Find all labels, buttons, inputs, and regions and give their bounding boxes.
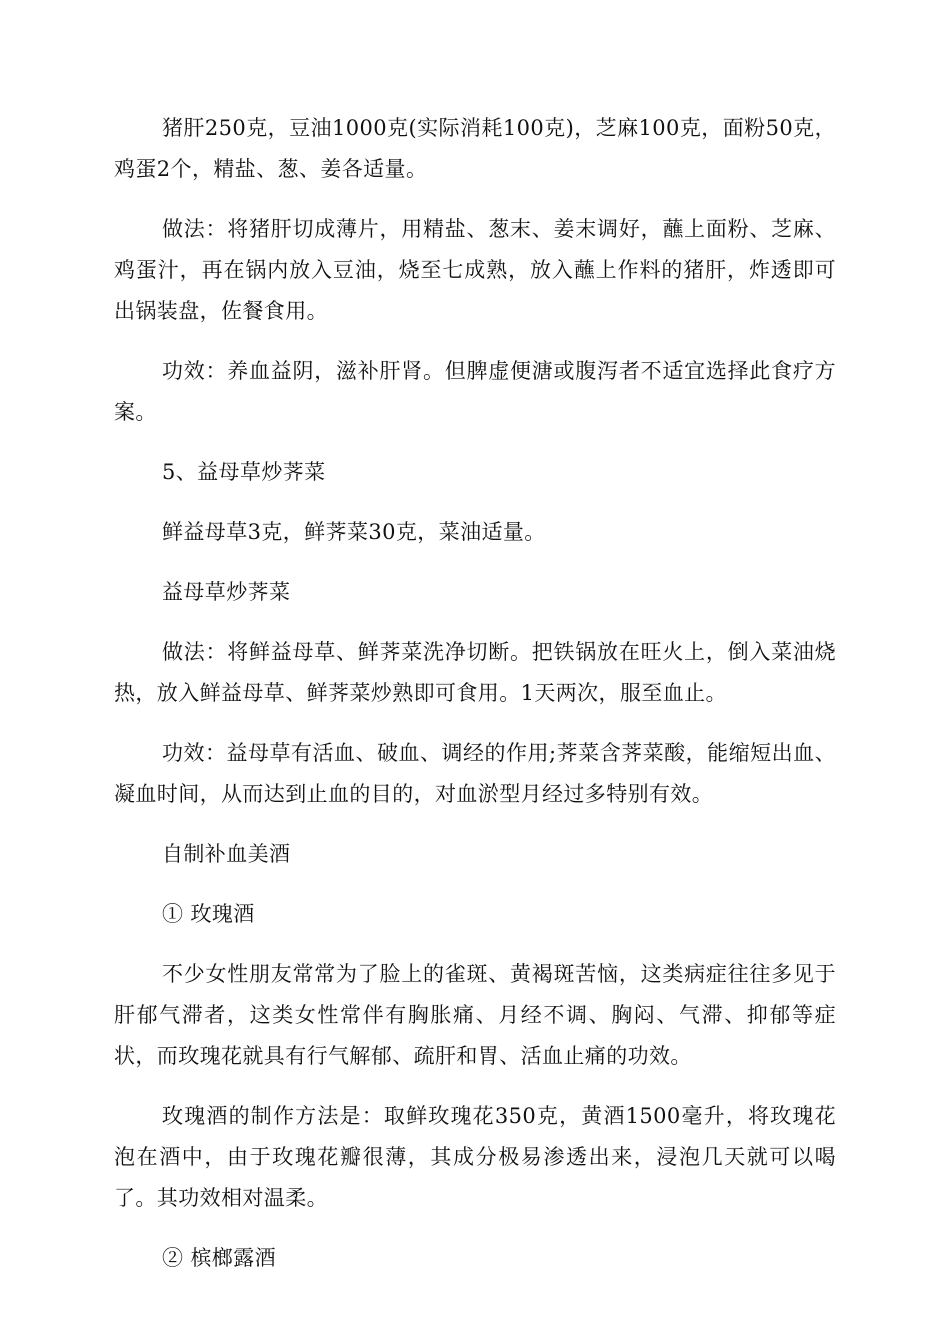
wine-heading: ② 槟榔露酒	[162, 1246, 277, 1270]
effect-paragraph: 功效：益母草有活血、破血、调经的作用;荠菜含荠菜酸，能缩短出血、凝血时间，从而达到止血的目的，对血淤型月经过多特别有效。	[114, 741, 836, 806]
wine-heading: ① 玫瑰酒	[162, 902, 255, 926]
recipe-subheading: 益母草炒荠菜	[162, 580, 291, 604]
section-heading: 自制补血美酒	[162, 842, 291, 866]
recipe-heading: 5、益母草炒荠菜	[162, 460, 326, 484]
method-paragraph: 做法：将鲜益母草、鲜荠菜洗净切断。把铁锅放在旺火上，倒入菜油烧热，放入鲜益母草、鲜荠菜炒熟即可食用。1天两次，服至血止。	[114, 640, 836, 705]
description-paragraph: 不少女性朋友常常为了脸上的雀斑、黄褐斑苦恼，这类病症往往多见于肝郁气滞者，这类女性常伴有胸胀痛、月经不调、胸闷、气滞、抑郁等症状，而玫瑰花就具有行气解郁、疏肝和胃、活血止痛的功效。	[114, 962, 836, 1068]
ingredients-paragraph: 猪肝250克，豆油1000克(实际消耗100克)，芝麻100克，面粉50克，鸡蛋2个，精盐、葱、姜各适量。	[114, 116, 836, 181]
method-paragraph: 做法：将猪肝切成薄片，用精盐、葱末、姜末调好，蘸上面粉、芝麻、鸡蛋汁，再在锅内放入豆油，烧至七成熟，放入蘸上作料的猪肝，炸透即可出锅装盘，佐餐食用。	[114, 217, 836, 323]
ingredients-paragraph: 鲜益母草3克，鲜荠菜30克，菜油适量。	[162, 520, 546, 544]
document-body	[114, 108, 836, 1298]
effect-paragraph: 功效：养血益阴，滋补肝肾。但脾虚便溏或腹泻者不适宜选择此食疗方案。	[114, 359, 836, 424]
method-paragraph: 玫瑰酒的制作方法是：取鲜玫瑰花350克，黄酒1500毫升，将玫瑰花泡在酒中，由于玫瑰花瓣很薄，其成分极易渗透出来，浸泡几天就可以喝了。其功效相对温柔。	[114, 1104, 836, 1210]
